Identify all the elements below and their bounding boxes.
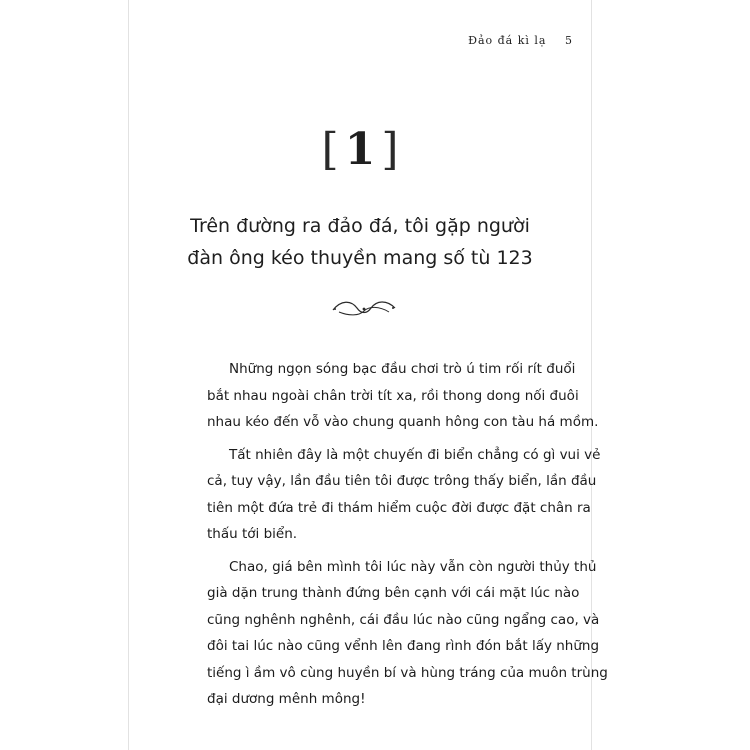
text-line: Những ngọn sóng bạc đầu chơi trò ú tim rối rít đuổi (229, 361, 576, 377)
chapter-bracket-close: ] (381, 124, 399, 175)
chapter-number (129, 124, 591, 175)
page-number: 5 (565, 34, 573, 47)
paragraph (185, 442, 601, 548)
chapter-title-line: đàn ông kéo thuyền mang số tù 123 (187, 247, 533, 269)
text-line: nhau kéo đến vỗ vào chung quanh hông con tàu há mồm. (207, 414, 599, 430)
flourish-divider-icon (329, 294, 399, 322)
text-line: tiên một đứa trẻ đi thám hiểm cuộc đời được đặt chân ra (207, 499, 591, 516)
text-line: Chao, giá bên mình tôi lúc này vẫn còn người thủy thủ (229, 558, 597, 575)
paragraph (185, 356, 599, 436)
chapter-bracket-open: [ (321, 124, 339, 175)
text-line: bắt nhau ngoài chân trời tít xa, rồi thong dong nối đuôi (207, 387, 579, 404)
book-page (128, 0, 608, 750)
text-line: già dặn trung thành đứng bên cạnh với cái mặt lúc nào (207, 585, 580, 601)
text-line: cả, tuy vậy, lần đầu tiên tôi được trông thấy biển, lần đầu (207, 473, 597, 489)
text-line: đôi tai lúc nào cũng vểnh lên đang rình đón bắt lấy những (207, 638, 600, 654)
text-line: tiếng ì ầm vô cùng huyền bí và hùng tráng của muôn trùng (207, 664, 608, 681)
text-line: Tất nhiên đây là một chuyến đi biển chẳng có gì vui vẻ (229, 446, 601, 463)
chapter-number-value: 1 (344, 124, 376, 175)
chapter-title-line: Trên đường ra đảo đá, tôi gặp người (190, 215, 530, 237)
paragraph (185, 554, 608, 713)
text-line: thấu tới biển. (207, 526, 298, 542)
body-text (185, 356, 608, 719)
running-header (468, 34, 573, 47)
chapter-title (129, 210, 591, 274)
text-line: đại dương mênh mông! (207, 691, 366, 707)
running-header-title: Đảo đá kì lạ (468, 34, 547, 47)
text-line: cũng nghênh nghênh, cái đầu lúc nào cũng ngẩng cao, và (207, 611, 600, 628)
